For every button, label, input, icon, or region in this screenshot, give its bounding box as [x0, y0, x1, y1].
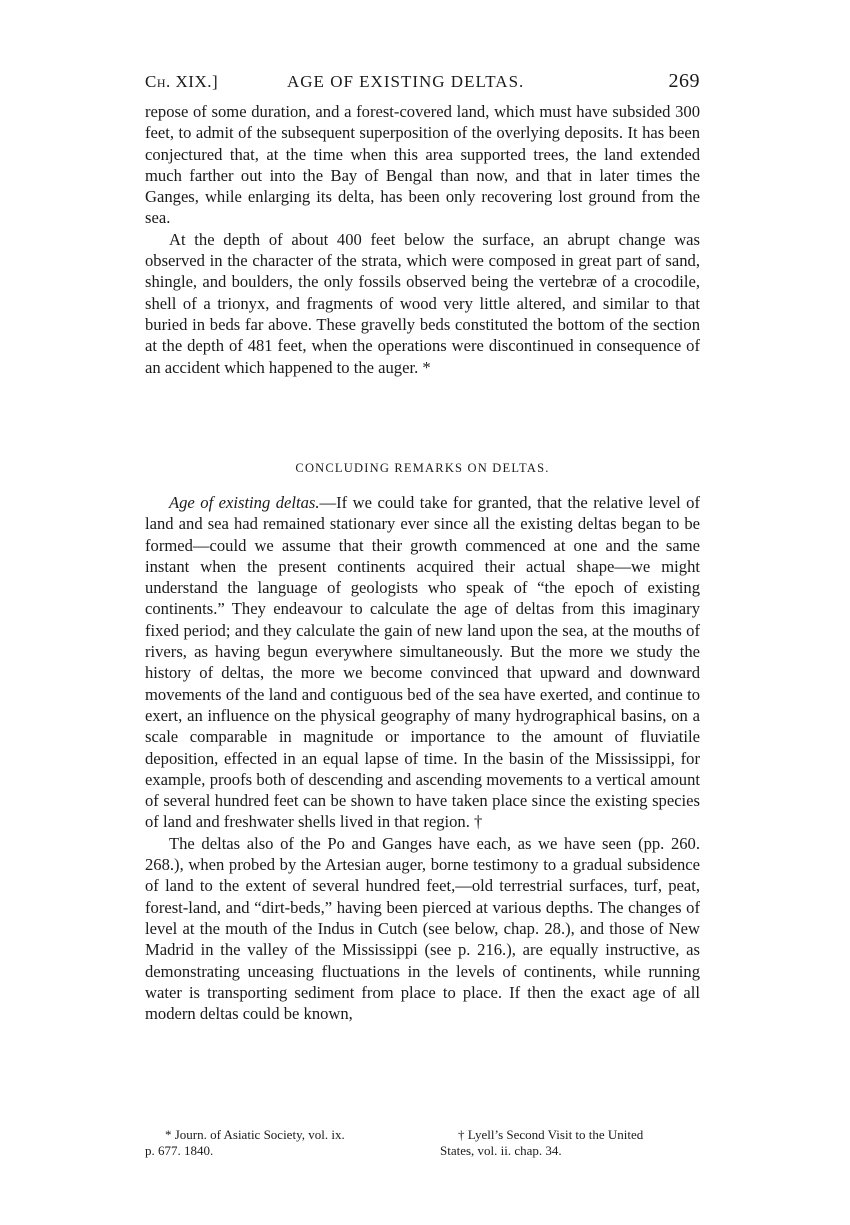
paragraph-age-text: —If we could take for granted, that the relative level of land and sea had remained stationary ever since all the existing deltas began to be formed—could we assume that their growth commenced at one and the same instant when the present continents acquired their actual shape—we might understand the language of geologists who speak of “the epoch of existing continents.” They endeavour to calculate the age of deltas from this imaginary fixed period; and they calculate the gain of new land upon the sea, at the mouths of rivers, as having begun everywhere simultaneously. But the more we study the history of deltas, the more we become convinced that upward and downward movements of the land and contiguous bed of the sea have exerted, and continue to exert, an influence on the physical geography of many hydrographical basins, on a scale comparable in magnitude or importance to the amount of fluviatile deposition, effected in an equal lapse of time. In the basin of the Mississippi, for example, proofs both of descending and ascending movements to a vertical amount of several hundred feet can be shown to have taken place since the existing species of land and freshwater shells lived in that region. †	[145, 493, 700, 832]
footnote-asterisk-line1: * Journ. of Asiatic Society, vol. ix.	[165, 1127, 345, 1142]
running-title: AGE OF EXISTING DELTAS.	[287, 72, 525, 91]
paragraph-age-of-deltas	[145, 492, 700, 833]
body-text-top	[145, 101, 700, 378]
footnote-dagger-line1: † Lyell’s Second Visit to the United	[458, 1127, 644, 1142]
paragraph-po-ganges: The deltas also of the Po and Ganges have each, as we have seen (pp. 260. 268.), when probed by the Artesian auger, borne testimony to a gradual subsidence of land to the extent of several hundred feet,—old terrestrial surfaces, turf, peat, forest-land, and “dirt-beds,” having been pierced at various depths. The changes of level at the mouth of the Indus in Cutch (see below, chap. 28.), and those of New Madrid in the valley of the Mississippi (see p. 216.), are equally instructive, as demonstrating unceasing fluctuations in the levels of continents, while running water is transporting sediment from place to place. If then the exact age of all modern deltas could be known,	[145, 833, 700, 1024]
footnote-dagger	[438, 1127, 700, 1159]
footnote-asterisk	[145, 1127, 415, 1159]
footnote-dagger-line2: States, vol. ii. chap. 34.	[440, 1143, 562, 1158]
footnote-asterisk-line2: p. 677. 1840.	[145, 1143, 214, 1158]
paragraph-auger: At the depth of about 400 feet below the surface, an abrupt change was observed in the character of the strata, which were composed in great part of sand, shingle, and boulders, the only fossils observed being the vertebræ of a crocodile, shell of a trionyx, and fragments of wood very little altered, and similar to that buried in beds far above. These gravelly beds constituted the bottom of the section at the depth of 481 feet, when the operations were discontinued in consequence of an accident which happened to the auger. *	[145, 229, 700, 377]
section-heading: CONCLUDING REMARKS ON DELTAS.	[295, 461, 550, 475]
paragraph-continued: repose of some duration, and a forest-covered land, which must have subsided 300 feet, to admit of the subsequent superposition of the overlying deposits. It has been conjectured that, at the time when this area supported trees, the land extended much farther out into the Bay of Bengal than now, and that in later times the Ganges, while enlarging its delta, has been only recovering lost ground from the sea.	[145, 102, 700, 228]
page-number: 269	[668, 70, 700, 92]
body-text-bottom	[145, 492, 700, 1024]
section-lead: Age of existing deltas.	[169, 493, 320, 512]
running-head	[145, 70, 700, 96]
chapter-label: Ch. XIX.]	[145, 72, 219, 91]
